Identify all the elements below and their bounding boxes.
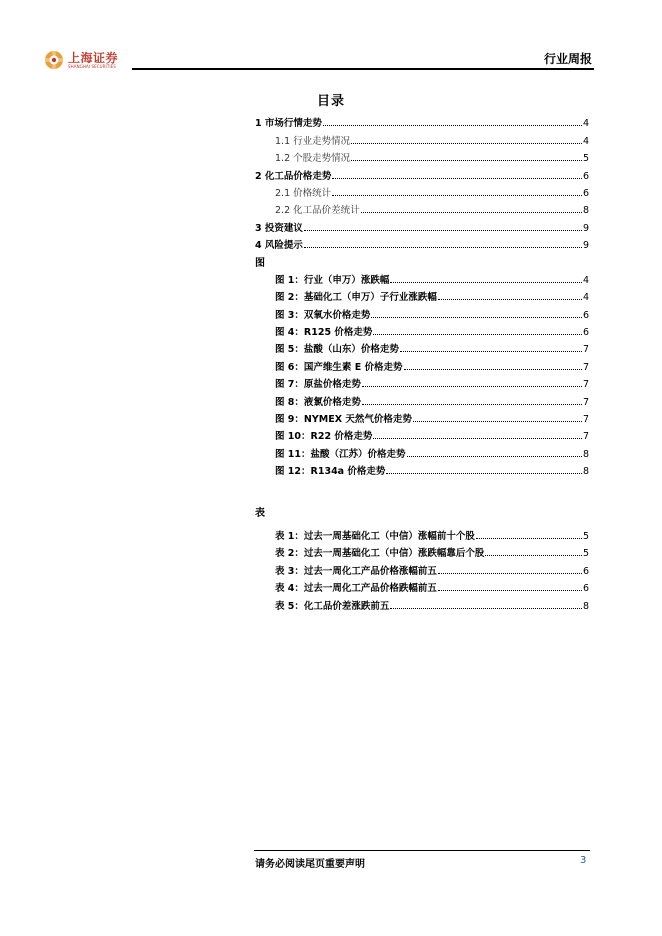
toc-page-number: 8	[582, 205, 589, 217]
toc-entry[interactable]: 3 投资建议 9	[255, 216, 589, 233]
table-page-number: 6	[582, 583, 589, 595]
figure-entry[interactable]: 图 12：R134a 价格走势 8	[255, 460, 589, 477]
figure-entry[interactable]: 图 8：液氯价格走势 7	[255, 390, 589, 407]
toc-entry[interactable]: 1.2 个股走势情况 5	[255, 147, 589, 164]
report-type: 行业周报	[543, 52, 592, 66]
toc-title: 目录	[316, 94, 345, 109]
shanghai-securities-logo-icon	[44, 50, 64, 70]
toc-page-number: 4	[582, 118, 589, 130]
figure-entry[interactable]: 图 6：国产维生素 E 价格走势 7	[255, 355, 589, 372]
disclaimer-note: 请务必阅读尾页重要声明	[255, 859, 365, 870]
figure-page-number: 4	[582, 274, 589, 286]
page-header	[44, 44, 594, 74]
figure-page-number: 8	[582, 466, 589, 478]
figure-entry[interactable]: 图 10：R22 价格走势 7	[255, 425, 589, 442]
toc-entry[interactable]: 2.2 化工品价差统计 8	[255, 199, 589, 216]
figure-page-number: 7	[582, 431, 589, 443]
figure-page-number: 6	[582, 327, 589, 339]
figure-entry[interactable]: 图 2：基础化工（申万）子行业涨跌幅 4	[255, 286, 589, 303]
table-page-number: 8	[582, 600, 589, 612]
figure-entry[interactable]: 图 9：NYMEX 天然气价格走势 7	[255, 408, 589, 425]
table-entry[interactable]: 表 5：化工品价差涨跌前五 8	[255, 594, 589, 611]
table-of-contents	[255, 112, 589, 612]
toc-page-number: 5	[582, 153, 589, 165]
table-page-number: 5	[582, 548, 589, 560]
figure-page-number: 7	[582, 379, 589, 391]
header-divider	[132, 68, 594, 70]
table-page-number: 6	[582, 565, 589, 577]
figure-page-number: 7	[582, 344, 589, 356]
logo-chinese-name: 上海证券	[68, 50, 119, 65]
table-entry[interactable]: 表 3：过去一周化工产品价格涨幅前五 6	[255, 559, 589, 576]
figure-page-number: 7	[582, 396, 589, 408]
figures-heading: 图	[255, 257, 265, 269]
toc-page-number: 9	[582, 240, 589, 252]
page-number: 3	[580, 855, 587, 866]
toc-page-number: 9	[582, 222, 589, 234]
toc-entry[interactable]: 2.1 价格统计 6	[255, 182, 589, 199]
figure-entry[interactable]: 图 1：行业（申万）涨跌幅 4	[255, 269, 589, 286]
figure-page-number: 7	[582, 414, 589, 426]
toc-page-number: 4	[582, 135, 589, 147]
figure-page-number: 7	[582, 361, 589, 373]
figure-entry[interactable]: 图 4：R125 价格走势 6	[255, 321, 589, 338]
toc-entry[interactable]: 2 化工品价格走势 6	[255, 164, 589, 181]
company-logo	[44, 50, 118, 70]
figure-page-number: 8	[582, 448, 589, 460]
footer-divider	[254, 850, 590, 851]
table-page-number: 5	[582, 530, 589, 542]
figure-page-number: 6	[582, 309, 589, 321]
figure-entry[interactable]: 图 7：原盐价格走势 7	[255, 373, 589, 390]
table-entry[interactable]: 表 2：过去一周基础化工（中信）涨跌幅靠后个股 5	[255, 542, 589, 559]
table-entry[interactable]: 表 4：过去一周化工产品价格跌幅前五 6	[255, 577, 589, 594]
figure-entry[interactable]: 图 3：双氧水价格走势 6	[255, 303, 589, 320]
logo-english-name: SHANGHAI SECURITIES	[68, 63, 116, 69]
toc-entry[interactable]: 4 风险提示 9	[255, 234, 589, 251]
toc-entry[interactable]: 1 市场行情走势 4	[255, 112, 589, 129]
figure-entry[interactable]: 图 5：盐酸（山东）价格走势 7	[255, 338, 589, 355]
toc-entry[interactable]: 1.1 行业走势情况 4	[255, 129, 589, 146]
toc-page-number: 6	[582, 170, 589, 182]
figure-entry[interactable]: 图 11：盐酸（江苏）价格走势 8	[255, 442, 589, 459]
table-entry[interactable]: 表 1：过去一周基础化工（中信）涨幅前十个股 5	[255, 525, 589, 542]
toc-page-number: 6	[582, 187, 589, 199]
tables-heading: 表	[255, 507, 265, 519]
figure-page-number: 4	[582, 292, 589, 304]
